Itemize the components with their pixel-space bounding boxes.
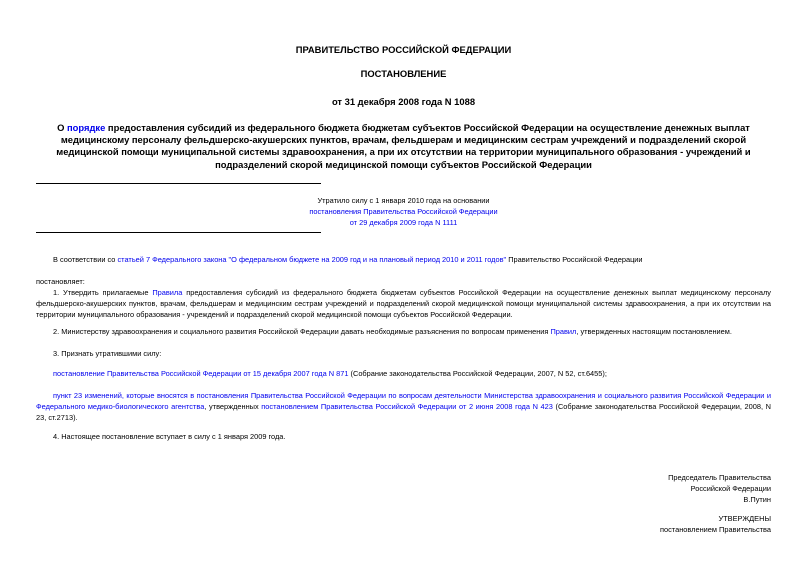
item-2-paragraph bbox=[36, 326, 771, 337]
federal-law-link[interactable]: статьей 7 Федерального закона "О федеральном бюджете на 2009 год и на плановый период 2010 и 2011 годов" bbox=[117, 255, 507, 264]
government-heading: ПРАВИТЕЛЬСТВО РОССИЙСКОЙ ФЕДЕРАЦИИ bbox=[295, 44, 512, 55]
preamble-text-end: Правительство Российской Федерации bbox=[506, 255, 643, 264]
divider-top bbox=[36, 183, 321, 184]
item-3b-paragraph bbox=[36, 390, 771, 424]
preamble-text: В соответствии со bbox=[53, 255, 118, 264]
item-23-changes-link[interactable]: пункт 23 изменений, которые вносятся в постановления Правительства Российской Федерации по вопросам деятельности Министерства здравоохранения и социального развития Российской Федерации и Федерального медико-биологического агентства bbox=[36, 391, 771, 412]
rules-link-2[interactable]: Правил bbox=[550, 327, 577, 336]
item-3b-text: , утвержденных bbox=[204, 402, 262, 412]
decree-871-link[interactable]: постановление Правительства Российской Федерации от 15 декабря 2007 года N 871 bbox=[53, 369, 349, 378]
item-1-paragraph bbox=[36, 287, 771, 321]
title-prefix: О bbox=[57, 122, 67, 133]
item-2-text-end: , утвержденных настоящим постановлением. bbox=[576, 327, 732, 336]
lost-force-link-decree[interactable]: постановления Правительства Российской Федерации bbox=[309, 207, 498, 216]
document-title bbox=[36, 122, 771, 171]
lost-force-note bbox=[200, 195, 607, 228]
item-3a-paragraph bbox=[36, 368, 771, 379]
item-3a-text: (Собрание законодательства Российской Федерации, 2007, N 52, ст.6455); bbox=[348, 369, 607, 378]
item-1-text: 1. Утвердить прилагаемые bbox=[53, 288, 153, 297]
item-4-paragraph: 4. Настоящее постановление вступает в силу с 1 января 2009 года. bbox=[53, 432, 286, 441]
rules-link[interactable]: Правила bbox=[152, 288, 183, 297]
item-1-text-end: предоставления субсидий из федерального бюджета бюджетам субъектов Российской Федерации на осуществление денежных выплат медицинскому персоналу фельдшерско-акушерских пунктов, врачам, фельдшерам и медицинским сестрам учреждений и подразделений скорой медицинской помощи муниципальной системы здравоохранения, а при их отсутствии на территории муниципального образования - учреждений и подразделений скорой медицинской помощи субъектов Российской Федерации. bbox=[36, 288, 771, 320]
title-link-order[interactable]: порядке bbox=[67, 122, 106, 133]
approved-block bbox=[660, 513, 771, 535]
lost-force-text: Утратило силу с 1 января 2010 года на основании bbox=[317, 196, 490, 205]
item-3b-text-end: (Собрание законодательства Российской Федерации, 2008, N 23, ст.2713). bbox=[36, 402, 772, 423]
date-number-heading: от 31 декабря 2008 года N 1088 bbox=[331, 96, 476, 107]
item-2-text: 2. Министерству здравоохранения и социального развития Российской Федерации давать необходимые разъяснения по вопросам применения bbox=[53, 327, 551, 336]
decree-423-link[interactable]: постановлением Правительства Российской Федерации от 2 июня 2008 года N 423 bbox=[261, 402, 553, 412]
signature-name: В.Путин bbox=[743, 495, 771, 504]
divider-bottom bbox=[36, 232, 321, 233]
lost-force-link-date[interactable]: от 29 декабря 2009 года N 1111 bbox=[349, 218, 458, 227]
approved-by: постановлением Правительства bbox=[660, 525, 771, 534]
document-type-heading: ПОСТАНОВЛЕНИЕ bbox=[360, 68, 447, 79]
signature-position: Председатель Правительства bbox=[668, 473, 771, 482]
signature-block bbox=[668, 472, 771, 505]
approved-label: УТВЕРЖДЕНЫ bbox=[718, 514, 771, 523]
item-3-paragraph: 3. Признать утратившими силу: bbox=[53, 349, 162, 358]
decrees-label: постановляет: bbox=[36, 277, 85, 286]
preamble-paragraph bbox=[36, 254, 771, 265]
signature-country: Российской Федерации bbox=[690, 484, 771, 493]
title-rest: предоставления субсидий из федерального бюджета бюджетам субъектов Российской Федерации на осуществление денежных выплат медицинскому персоналу фельдшерско-акушерских пунктов, врачам, фельдшерам и медицинским сестрам учреждений и подразделений скорой медицинской помощи муниципальной системы здравоохранения, а при их отсутствии на территории муниципального образования - учреждений и подразделений скорой медицинской помощи субъектов Российской Федерации bbox=[56, 122, 751, 170]
